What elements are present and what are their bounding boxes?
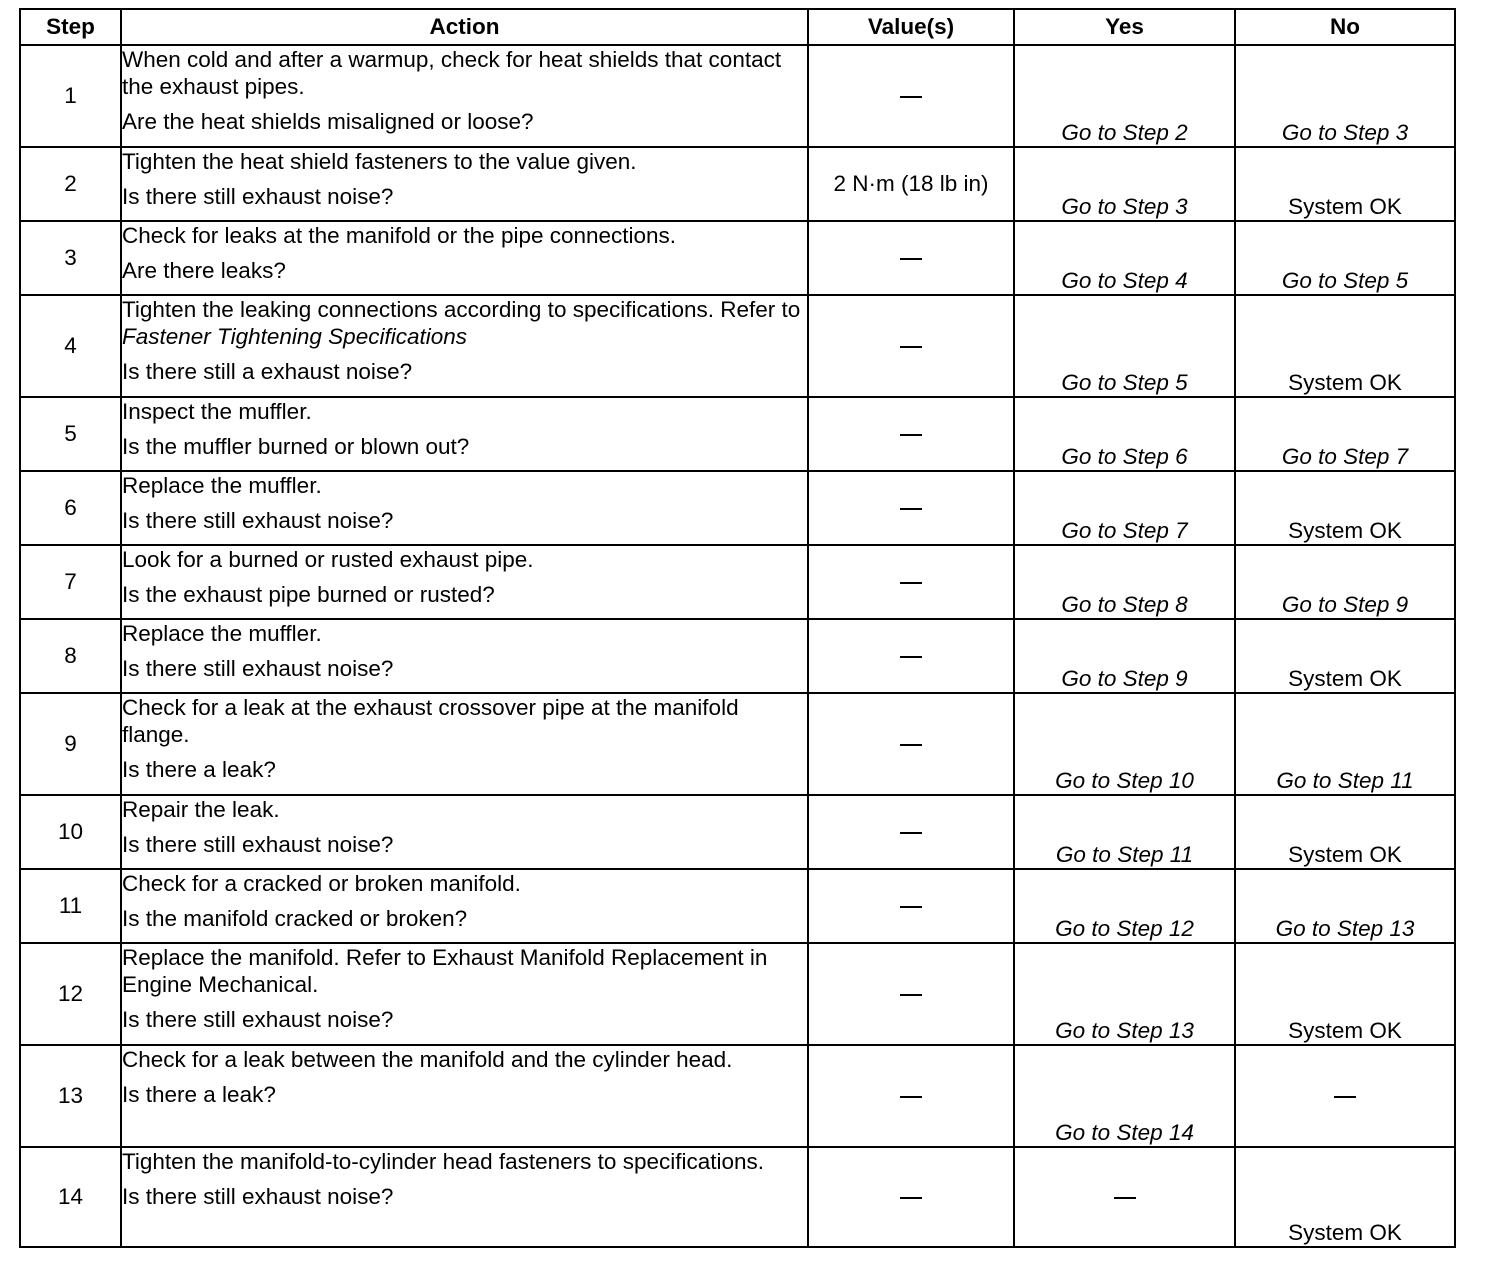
yes-cell [1014,295,1235,397]
yes-cell [1014,45,1235,147]
action-instruction: Replace the muffler. [122,621,322,646]
action-cell [121,943,808,1045]
action-cell [121,45,808,147]
action-cell [121,397,808,471]
table-row [20,397,1455,471]
no-cell [1235,221,1455,295]
yes-cell [1014,397,1235,471]
step-number: 4 [20,295,121,397]
no-cell [1235,869,1455,943]
action-question: Is the manifold cracked or broken? [122,906,468,931]
step-number: 6 [20,471,121,545]
action-cell [121,545,808,619]
no-cell [1235,795,1455,869]
yes-text: Go to Step 2 [1061,120,1188,145]
no-cell [1235,1147,1455,1247]
action-question: Is there still exhaust noise? [122,508,394,533]
table-row [20,295,1455,397]
no-text: Go to Step 3 [1281,120,1409,145]
no-text: System OK [1288,1018,1402,1043]
table-row [20,45,1455,147]
table-row [20,1147,1455,1247]
action-cell [121,221,808,295]
value-cell [808,795,1014,869]
yes-text: Go to Step 7 [1061,518,1188,543]
yes-text: Go to Step 12 [1055,916,1194,941]
yes-cell [1014,619,1235,693]
action-instruction [122,296,807,350]
value-cell [808,943,1014,1045]
action-instruction: When cold and after a warmup, check for heat shields that contact the exhaust pipes. [122,47,782,99]
value-cell [808,471,1014,545]
step-number: 8 [20,619,121,693]
no-text: System OK [1288,194,1402,219]
yes-text: Go to Step 6 [1061,444,1188,469]
no-cell [1235,295,1455,397]
header-action: Action [121,9,808,45]
no-text: Go to Step 7 [1281,444,1409,469]
no-cell [1235,619,1455,693]
yes-cell [1014,795,1235,869]
value-dash [900,582,922,584]
yes-cell [1014,869,1235,943]
step-number: 11 [20,869,121,943]
action-instruction-text: Tighten the leaking connections according to specifications. Refer to [122,297,801,322]
action-instruction: Check for a leak between the manifold and the cylinder head. [122,1047,733,1072]
action-question: Is there a leak? [122,1082,276,1107]
value-dash [900,1197,922,1199]
action-cell [121,295,808,397]
diagnostic-table [19,8,1456,1248]
action-instruction: Replace the muffler. [122,473,322,498]
yes-text: Go to Step 5 [1061,370,1188,395]
no-cell [1235,1045,1455,1147]
header-no: No [1235,9,1455,45]
yes-cell [1014,545,1235,619]
value-dash [900,994,922,996]
header-row [20,9,1455,45]
table-row [20,1045,1455,1147]
value-cell [808,545,1014,619]
action-question: Are the heat shields misaligned or loose? [122,109,534,134]
yes-cell [1014,693,1235,795]
step-number: 14 [20,1147,121,1247]
table-row [20,147,1455,221]
action-reference: Fastener Tightening Specifications [122,324,467,349]
no-text: System OK [1288,1220,1402,1245]
value-dash [900,832,922,834]
table-row [20,943,1455,1045]
action-instruction: Replace the manifold. Refer to Exhaust Manifold Replacement in Engine Mechanical. [122,945,768,997]
no-text: System OK [1288,370,1402,395]
no-dash [1334,1096,1356,1098]
action-instruction: Tighten the heat shield fasteners to the value given. [122,149,637,174]
table-row [20,795,1455,869]
step-number: 7 [20,545,121,619]
yes-cell [1014,221,1235,295]
action-cell [121,471,808,545]
no-cell [1235,471,1455,545]
yes-text: Go to Step 10 [1055,768,1194,793]
action-question: Is the muffler burned or blown out? [122,434,470,459]
action-cell [121,693,808,795]
yes-text: Go to Step 11 [1055,842,1194,867]
yes-text: Go to Step 4 [1061,268,1188,293]
no-text: System OK [1288,666,1402,691]
value-dash [900,1096,922,1098]
step-number: 9 [20,693,121,795]
yes-cell [1014,1147,1235,1247]
value-cell [808,619,1014,693]
value-cell [808,221,1014,295]
yes-cell [1014,943,1235,1045]
yes-text: Go to Step 8 [1061,592,1188,617]
action-question: Is the exhaust pipe burned or rusted? [122,582,495,607]
table-row [20,693,1455,795]
header-values: Value(s) [808,9,1014,45]
yes-cell [1014,1045,1235,1147]
value-cell [808,1147,1014,1247]
no-cell [1235,943,1455,1045]
table-row [20,869,1455,943]
action-question: Is there still a exhaust noise? [122,359,413,384]
action-instruction: Inspect the muffler. [122,399,312,424]
action-question: Is there still exhaust noise? [122,656,394,681]
step-number: 12 [20,943,121,1045]
action-cell [121,869,808,943]
action-question: Is there still exhaust noise? [122,832,394,857]
action-question: Is there still exhaust noise? [122,1007,394,1032]
no-text: Go to Step 5 [1281,268,1409,293]
step-number: 13 [20,1045,121,1147]
value-dash [900,656,922,658]
action-question: Is there still exhaust noise? [122,1184,394,1209]
value-dash [900,906,922,908]
no-text: Go to Step 11 [1276,768,1414,793]
no-cell [1235,147,1455,221]
step-number: 5 [20,397,121,471]
table-row [20,545,1455,619]
no-cell [1235,693,1455,795]
action-instruction: Repair the leak. [122,797,280,822]
yes-dash [1114,1197,1136,1199]
action-cell [121,1045,808,1147]
value-dash [900,508,922,510]
yes-text: Go to Step 9 [1061,666,1188,691]
action-cell [121,147,808,221]
value-dash [900,744,922,746]
action-question: Is there still exhaust noise? [122,184,394,209]
table-row [20,221,1455,295]
action-cell [121,619,808,693]
yes-text: Go to Step 14 [1055,1120,1194,1145]
value-dash [900,96,922,98]
yes-cell [1014,147,1235,221]
header-yes: Yes [1014,9,1235,45]
no-cell [1235,545,1455,619]
header-step: Step [20,9,121,45]
value-cell [808,397,1014,471]
no-text: System OK [1288,518,1402,543]
table-body [20,45,1455,1247]
yes-text: Go to Step 3 [1061,194,1188,219]
no-cell [1235,397,1455,471]
value-dash [900,346,922,348]
action-question: Is there a leak? [122,757,276,782]
value-cell [808,147,1014,221]
value-dash [900,258,922,260]
step-number: 1 [20,45,121,147]
action-instruction: Look for a burned or rusted exhaust pipe. [122,547,534,572]
step-number: 3 [20,221,121,295]
action-question: Are there leaks? [122,258,286,283]
value-text: 2 N·m (18 lb in) [833,171,989,196]
yes-cell [1014,471,1235,545]
step-number: 10 [20,795,121,869]
no-text: System OK [1288,842,1402,867]
value-dash [900,434,922,436]
table-row [20,619,1455,693]
action-cell [121,795,808,869]
table-row [20,471,1455,545]
no-text: Go to Step 9 [1281,592,1409,617]
value-cell [808,295,1014,397]
action-cell [121,1147,808,1247]
value-cell [808,693,1014,795]
step-number: 2 [20,147,121,221]
value-cell [808,1045,1014,1147]
value-cell [808,869,1014,943]
no-text: Go to Step 13 [1275,916,1415,941]
action-instruction: Tighten the manifold-to-cylinder head fasteners to specifications. [122,1149,765,1174]
action-instruction: Check for a cracked or broken manifold. [122,871,521,896]
yes-text: Go to Step 13 [1055,1018,1194,1043]
value-cell [808,45,1014,147]
action-instruction: Check for leaks at the manifold or the pipe connections. [122,223,677,248]
no-cell [1235,45,1455,147]
action-instruction: Check for a leak at the exhaust crossover pipe at the manifold flange. [122,695,739,747]
